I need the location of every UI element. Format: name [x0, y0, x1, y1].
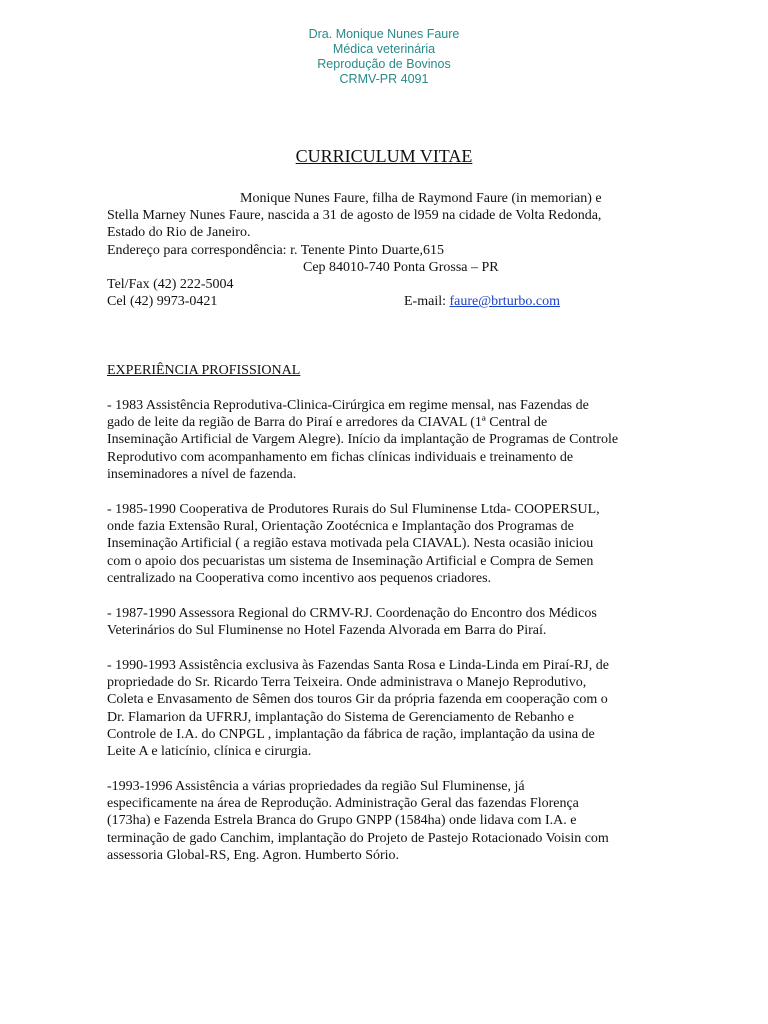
entry-line: inseminadores a nível de fazenda.: [107, 466, 297, 482]
entry-line: Coleta e Envasamento de Sêmen dos touros Gir da própria fazenda em cooperação com o: [107, 692, 608, 708]
entry-line: (173ha) e Fazenda Estrela Branca do Grupo GNPP (1584ha) onde lidava com I.A. e: [107, 813, 577, 829]
entry-line: Dr. Flamarion da UFRRJ, implantação do Sistema de Gerenciamento de Rebanho e: [107, 709, 574, 725]
letterhead: [0, 27, 768, 87]
doctor-registration: CRMV-PR 4091: [339, 72, 429, 86]
doctor-profession: Médica veterinária: [332, 42, 436, 56]
entry-line: - 1990-1993 Assistência exclusiva às Fazendas Santa Rosa e Linda-Linda em Piraí-RJ, de: [107, 658, 609, 673]
experience-entry-1993: [107, 778, 647, 864]
address-line-2: Cep 84010-740 Ponta Grossa – PR: [303, 259, 499, 275]
email-label: E-mail:: [404, 294, 450, 310]
experience-entry-1990: [107, 657, 647, 760]
intro-line-1: Monique Nunes Faure, filha de Raymond Faure (in memorian) e: [240, 191, 602, 206]
cel-number: Cel (42) 9973-0421: [107, 294, 218, 310]
section-heading-experience: EXPERIÊNCIA PROFISSIONAL: [107, 363, 301, 378]
entry-line: - 1987-1990 Assessora Regional do CRMV-RJ. Coordenação do Encontro dos Médicos: [107, 606, 597, 621]
entry-line: onde fazia Extensão Rural, Orientação Zootécnica e Implantação dos Programas de: [107, 519, 574, 535]
email-link[interactable]: faure@brturbo.com: [449, 294, 560, 310]
telfax-line: Tel/Fax (42) 222-5004: [107, 276, 234, 292]
entry-line: Reprodutivo com acompanhamento em fichas clínicas individuais e treinamento de: [107, 449, 574, 465]
entry-line: Inseminação Artificial de Vargem Alegre). Início da implantação de Programas de Controle: [107, 432, 619, 448]
entry-line: Veterinários do Sul Fluminense no Hotel Fazenda Alvorada em Barra do Piraí.: [107, 623, 547, 639]
entry-line: - 1983 Assistência Reprodutiva-Clinica-Cirúrgica em regime mensal, nas Fazendas de: [107, 398, 589, 413]
entry-line: terminação de gado Canchim, implantação do Projeto de Pastejo Rotacionado Voisin com: [107, 830, 609, 846]
entry-line: assessoria Global-RS, Eng. Agron. Humberto Sório.: [107, 847, 400, 863]
experience-entry-1983: [107, 397, 647, 483]
experience-entry-1985: [107, 501, 647, 587]
entry-line: propriedade do Sr. Ricardo Terra Teixeira. Onde administrava o Manejo Reprodutivo,: [107, 675, 587, 691]
entry-line: - 1985-1990 Cooperativa de Produtores Rurais do Sul Fluminense Ltda- COOPERSUL,: [107, 502, 600, 517]
personal-info: [107, 190, 647, 310]
entry-line: centralizado na Cooperativa como incentivo aos pequenos criadores.: [107, 570, 492, 586]
entry-line: especificamente na área de Reprodução. Administração Geral das fazendas Florença: [107, 796, 579, 812]
intro-line-3: Estado do Rio de Janeiro.: [107, 225, 251, 241]
contact-line: [107, 293, 647, 310]
entry-line: Leite A e laticínio, clínica e cirurgia.: [107, 743, 312, 759]
entry-line: -1993-1996 Assistência a várias propriedades da região Sul Fluminense, já: [107, 779, 525, 794]
experience-section: [107, 362, 647, 379]
doctor-name: Dra. Monique Nunes Faure: [308, 27, 460, 41]
entry-line: Controle de I.A. do CNPGL , implantação da fábrica de ração, implantação da usina de: [107, 726, 595, 742]
page-title: CURRICULUM VITAE: [295, 146, 473, 166]
address-line-1: Endereço para correspondência: r. Tenente Pinto Duarte,615: [107, 242, 444, 258]
intro-line-2: Stella Marney Nunes Faure, nascida a 31 de agosto de l959 na cidade de Volta Redonda,: [107, 208, 602, 224]
doctor-specialty: Reprodução de Bovinos: [317, 57, 451, 71]
entry-line: Inseminação Artificial ( a região estava motivada pela CIAVAL). Nesta ocasião iniciou: [107, 536, 594, 552]
entry-line: com o apoio dos pecuaristas um sistema de Inseminação Artificial e Compra de Semen: [107, 553, 594, 569]
entry-line: gado de leite da região de Barra do Piraí e arredores da CIAVAL (1ª Central de: [107, 415, 548, 431]
experience-entry-1987: [107, 605, 647, 639]
email-block: [404, 293, 560, 310]
